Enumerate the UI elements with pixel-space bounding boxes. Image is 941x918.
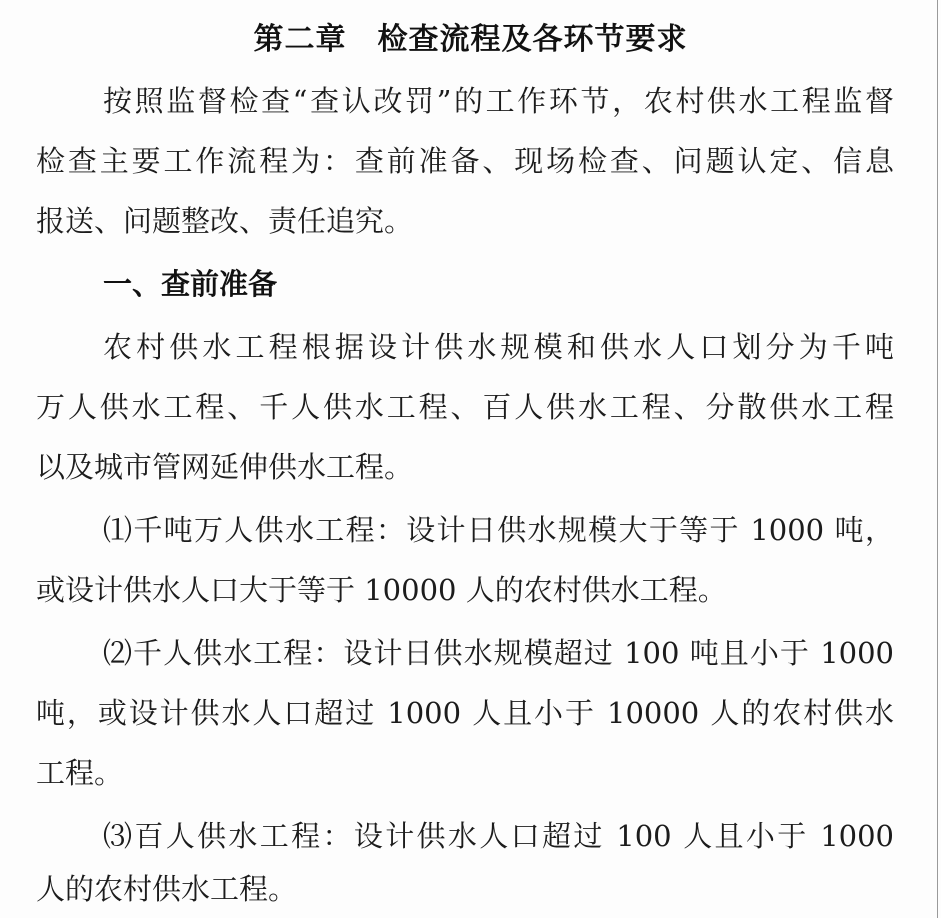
intro-line-1: 按照监督检查“查认改罚”的工作环节，农村供水工程监督 [103, 84, 894, 118]
item3-line-2: 人的农村供水工程。 [36, 872, 298, 906]
item2-line-2: 吨，或设计供水人口超过 1000 人且小于 10000 人的农村供水 [36, 696, 894, 730]
item1-line-1: ⑴千吨万人供水工程：设计日供水规模大于等于 1000 吨， [103, 513, 894, 547]
intro-line-2: 检查主要工作流程为：查前准备、现场检查、问题认定、信息 [36, 144, 894, 178]
section-line-3: 以及城市管网延伸供水工程。 [36, 450, 414, 484]
item2-line-3: 工程。 [36, 756, 124, 790]
item2-line-1: ⑵千人供水工程：设计日供水规模超过 100 吨且小于 1000 [103, 636, 894, 670]
item3-line-1: ⑶百人供水工程：设计供水人口超过 100 人且小于 1000 [103, 819, 894, 853]
section-line-2: 万人供水工程、千人供水工程、百人供水工程、分散供水工程 [36, 390, 894, 424]
section-title: 一、查前准备 [103, 267, 278, 301]
chapter-title: 第二章 检查流程及各环节要求 [253, 22, 688, 57]
section-line-1: 农村供水工程根据设计供水规模和供水人口划分为千吨 [103, 330, 894, 364]
item1-line-2: 或设计供水人口大于等于 10000 人的农村供水工程。 [36, 573, 727, 607]
intro-line-3: 报送、问题整改、责任追究。 [36, 204, 414, 238]
page-edge-divider [937, 0, 938, 918]
